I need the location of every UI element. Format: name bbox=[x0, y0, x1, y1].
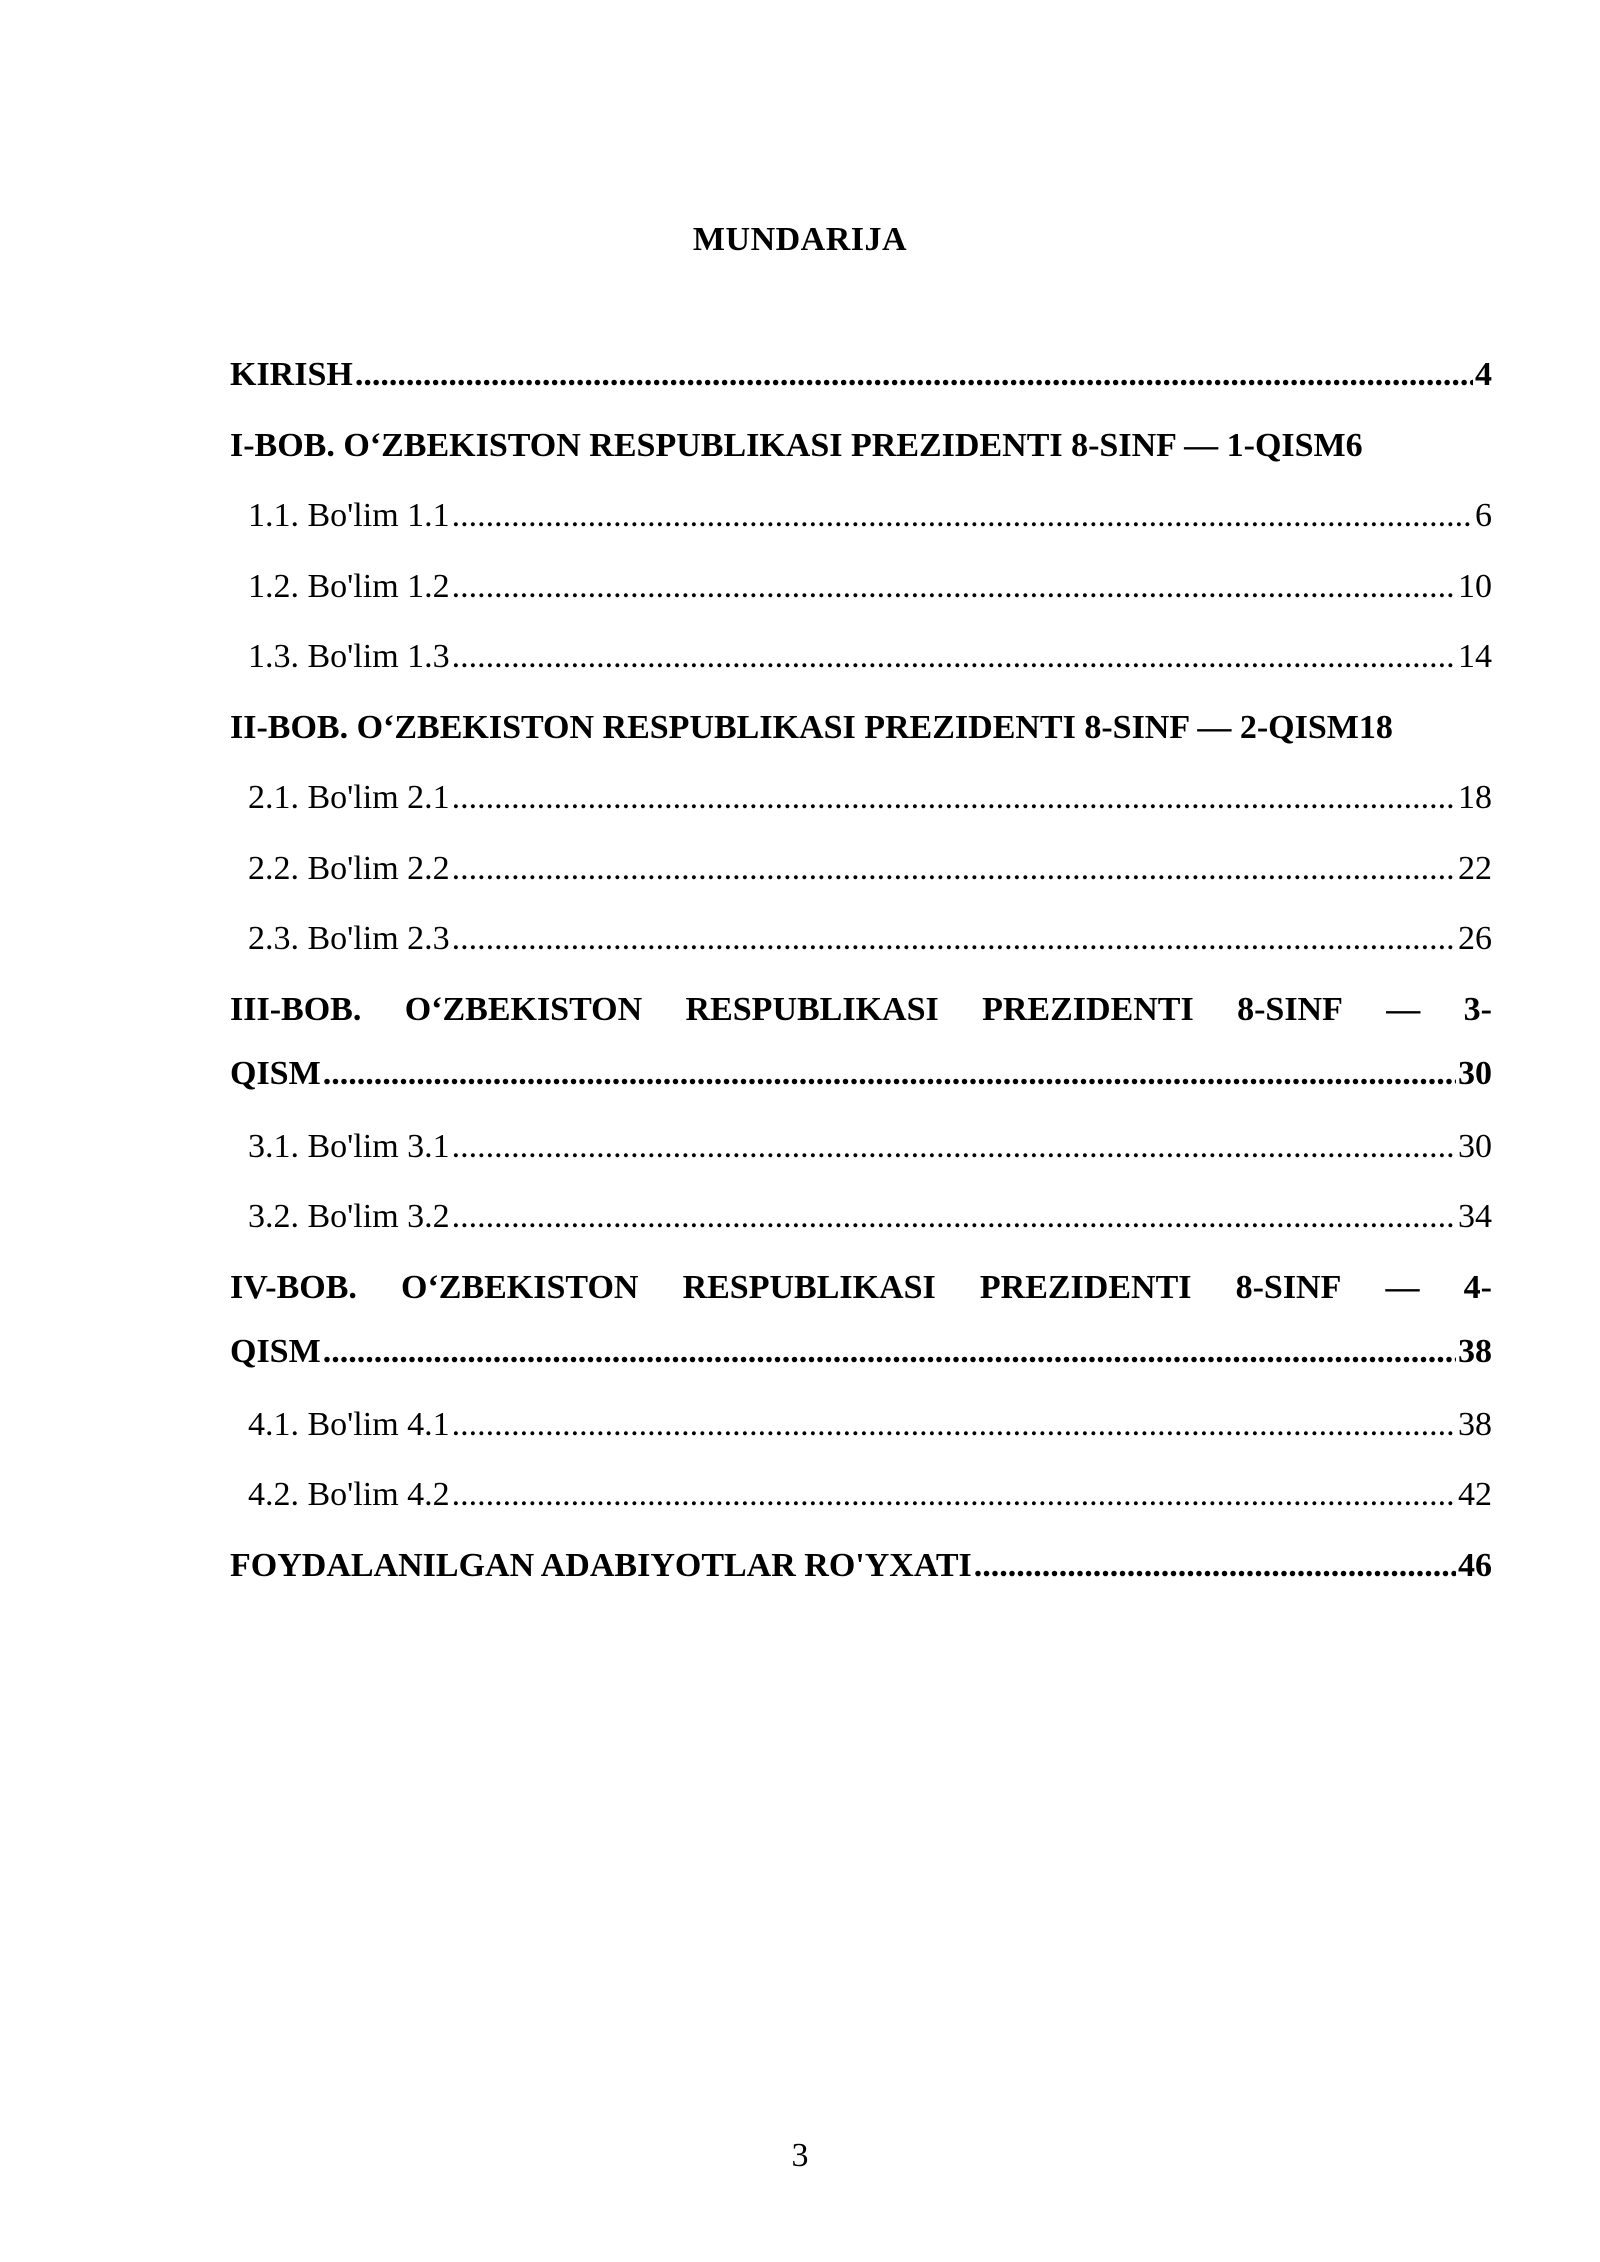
dot-leader bbox=[452, 1402, 1456, 1448]
toc-entry-label: 1.2. Bo'lim 1.2 bbox=[248, 567, 450, 605]
toc-entry-label: 4.2. Bo'lim 4.2 bbox=[248, 1476, 450, 1513]
page-title: MUNDARIJA bbox=[692, 221, 908, 258]
toc-entry-section-1-3[interactable] bbox=[230, 634, 1492, 705]
toc-word: — bbox=[1386, 990, 1421, 1028]
toc-entry-label: II-BOB. O‘ZBEKISTON RESPUBLIKASI PREZIDENTI 8-SINF — 2-QISM bbox=[230, 708, 1359, 746]
toc-word: PREZIDENTI bbox=[979, 1268, 1192, 1306]
toc-entry-label: 4.1. Bo'lim 4.1 bbox=[248, 1405, 450, 1443]
dot-leader bbox=[974, 1543, 1456, 1589]
toc-entry-section-4-1[interactable] bbox=[230, 1402, 1492, 1473]
toc-entry-page: 10 bbox=[1458, 567, 1492, 605]
dot-leader bbox=[452, 564, 1456, 610]
dot-leader bbox=[323, 1051, 1456, 1097]
toc-word: PREZIDENTI bbox=[982, 990, 1194, 1028]
toc-entry-page: 38 bbox=[1458, 1332, 1492, 1370]
toc-word: RESPUBLIKASI bbox=[685, 990, 939, 1028]
toc-entry-adabiyotlar[interactable] bbox=[230, 1543, 1492, 1614]
toc-entry-label: 3.2. Bo'lim 3.2 bbox=[248, 1198, 450, 1235]
toc-entry-page: 14 bbox=[1458, 638, 1492, 675]
table-of-contents bbox=[230, 352, 1492, 1613]
toc-entry-section-2-2[interactable] bbox=[230, 846, 1492, 917]
toc-entry-label: KIRISH bbox=[230, 356, 353, 393]
toc-word: RESPUBLIKASI bbox=[682, 1268, 936, 1306]
toc-word: O‘ZBEKISTON bbox=[401, 1268, 639, 1306]
dot-leader bbox=[452, 846, 1456, 892]
toc-entry-page: 42 bbox=[1458, 1476, 1492, 1513]
toc-word: 3- bbox=[1463, 990, 1492, 1028]
toc-entry-page: 18 bbox=[1458, 779, 1492, 816]
toc-word: 8-SINF bbox=[1237, 990, 1343, 1028]
dot-leader bbox=[452, 634, 1456, 680]
toc-entry-section-2-3[interactable] bbox=[230, 916, 1492, 987]
toc-entry-label: QISM bbox=[230, 1054, 321, 1092]
toc-entry-chapter-2[interactable] bbox=[230, 705, 1525, 776]
toc-entry-chapter-1[interactable] bbox=[230, 423, 1492, 494]
toc-entry-page: 6 bbox=[1475, 497, 1492, 534]
toc-entry-section-1-1[interactable] bbox=[230, 493, 1492, 564]
dot-leader bbox=[452, 916, 1456, 962]
dot-leader bbox=[323, 1329, 1456, 1375]
dot-leader bbox=[452, 1124, 1456, 1170]
toc-entry-page: 22 bbox=[1458, 849, 1492, 887]
toc-entry-line bbox=[230, 987, 1492, 1051]
toc-word: 4- bbox=[1463, 1268, 1492, 1306]
toc-entry-label: QISM bbox=[230, 1332, 321, 1370]
toc-entry-page: 18 bbox=[1358, 708, 1393, 746]
toc-entry-page: 38 bbox=[1458, 1405, 1492, 1443]
toc-entry-section-1-2[interactable] bbox=[230, 564, 1492, 635]
dot-leader bbox=[452, 493, 1473, 539]
dot-leader bbox=[452, 775, 1456, 821]
toc-entry-chapter-4[interactable] bbox=[230, 1265, 1492, 1402]
toc-entry-label: 2.2. Bo'lim 2.2 bbox=[248, 849, 450, 887]
toc-entry-page: 30 bbox=[1458, 1054, 1492, 1092]
toc-word: 8-SINF bbox=[1235, 1268, 1342, 1306]
toc-entry-label: 2.1. Bo'lim 2.1 bbox=[248, 779, 450, 816]
toc-word: IV-BOB. bbox=[230, 1268, 357, 1306]
toc-entry-label: 1.1. Bo'lim 1.1 bbox=[248, 497, 450, 534]
toc-entry-label: 3.1. Bo'lim 3.1 bbox=[248, 1127, 450, 1165]
toc-entry-line bbox=[230, 1329, 1492, 1402]
toc-entry-line bbox=[230, 1051, 1492, 1124]
toc-entry-label: FOYDALANILGAN ADABIYOTLAR RO'YXATI bbox=[230, 1546, 972, 1584]
toc-word: III-BOB. bbox=[230, 990, 362, 1028]
toc-entry-section-3-1[interactable] bbox=[230, 1124, 1492, 1195]
toc-entry-page: 6 bbox=[1345, 426, 1363, 464]
toc-entry-page: 26 bbox=[1458, 920, 1492, 957]
dot-leader bbox=[355, 352, 1473, 398]
toc-entry-label: 1.3. Bo'lim 1.3 bbox=[248, 638, 450, 675]
toc-entry-page: 34 bbox=[1458, 1198, 1492, 1235]
toc-entry-section-2-1[interactable] bbox=[230, 775, 1492, 846]
toc-entry-kirish[interactable] bbox=[230, 352, 1492, 423]
toc-entry-chapter-3[interactable] bbox=[230, 987, 1492, 1124]
toc-entry-page: 30 bbox=[1458, 1127, 1492, 1165]
toc-entry-page: 4 bbox=[1475, 356, 1492, 393]
toc-entry-section-4-2[interactable] bbox=[230, 1472, 1492, 1543]
toc-word: O‘ZBEKISTON bbox=[404, 990, 643, 1028]
toc-entry-section-3-2[interactable] bbox=[230, 1194, 1492, 1265]
toc-entry-page: 46 bbox=[1458, 1546, 1492, 1584]
toc-entry-line bbox=[230, 1265, 1492, 1329]
toc-word: — bbox=[1385, 1268, 1420, 1306]
toc-entry-label: 2.3. Bo'lim 2.3 bbox=[248, 920, 450, 957]
dot-leader bbox=[452, 1194, 1456, 1240]
toc-entry-label: I-BOB. O‘ZBEKISTON RESPUBLIKASI PREZIDENTI 8-SINF — 1-QISM bbox=[230, 426, 1346, 464]
page-number: 3 bbox=[791, 2137, 809, 2174]
dot-leader bbox=[452, 1472, 1456, 1518]
